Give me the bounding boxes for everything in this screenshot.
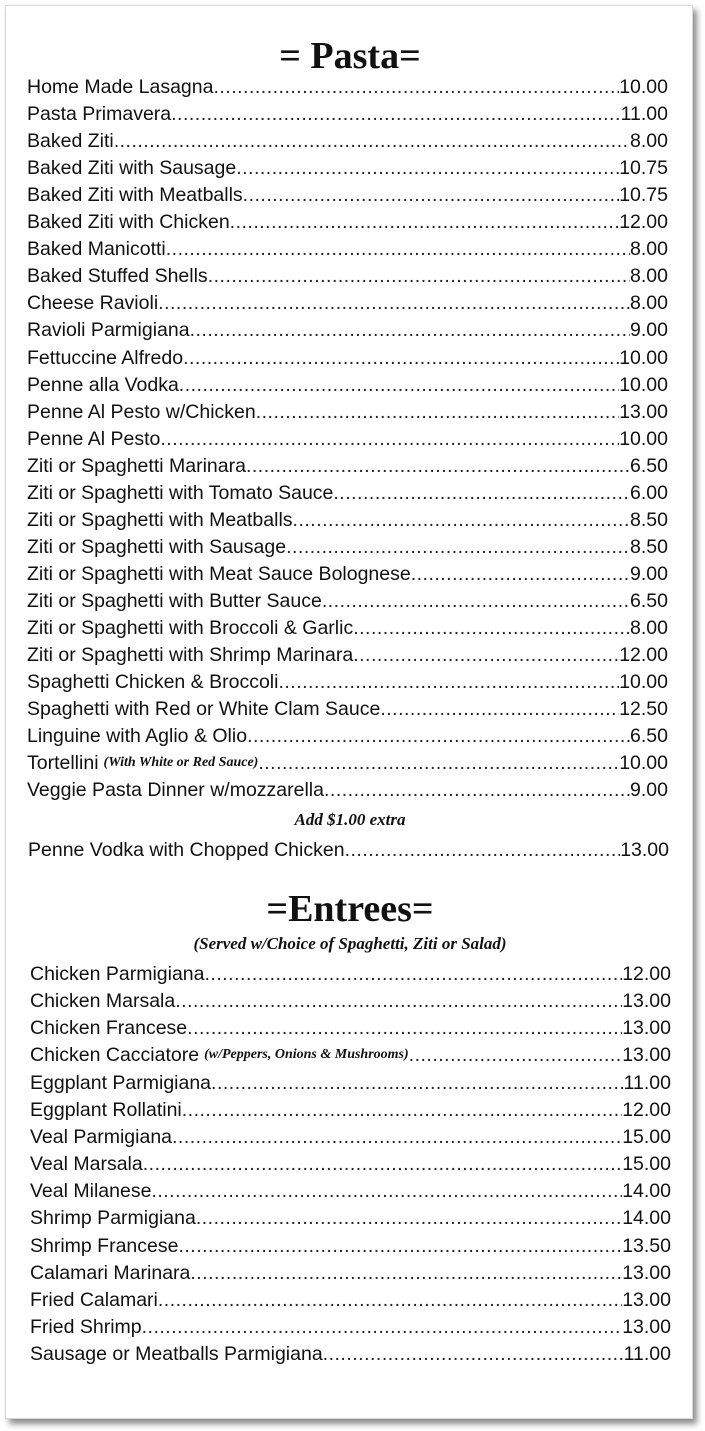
menu-item <box>30 1149 671 1176</box>
item-name: Ziti or Spaghetti with Meatballs <box>27 508 293 531</box>
item-price: 13.00 <box>619 400 668 423</box>
item-name: Chicken Parmigiana <box>30 963 205 985</box>
item-name: Baked Manicotti <box>27 238 166 261</box>
menu-item <box>30 959 671 986</box>
menu-item <box>30 1339 671 1366</box>
item-price: 10.00 <box>619 76 668 98</box>
item-price: 10.00 <box>619 427 668 450</box>
item-price: 6.00 <box>630 481 668 504</box>
menu-item <box>27 153 668 180</box>
leader-dots <box>353 616 630 640</box>
leader-dots <box>190 318 630 342</box>
leader-dots <box>179 373 619 397</box>
leader-dots <box>205 962 623 986</box>
menu-item <box>27 586 668 613</box>
item-price: 10.00 <box>619 373 668 396</box>
item-name: Eggplant Parmigiana <box>30 1071 212 1094</box>
item-price: 13.00 <box>622 1261 671 1284</box>
item-price: 13.50 <box>622 1234 671 1257</box>
item-price: 13.00 <box>622 1315 671 1338</box>
leader-dots <box>278 670 619 694</box>
item-name: Baked Ziti with Chicken <box>27 211 230 234</box>
menu-item <box>27 532 668 559</box>
item-name: Penne alla Vodka <box>27 373 179 396</box>
menu-item <box>27 478 668 505</box>
entrees-heading: =Entrees= <box>266 888 434 930</box>
item-name: Baked Ziti <box>27 130 114 153</box>
leader-dots <box>143 1152 622 1176</box>
leader-dots <box>353 643 619 667</box>
item-name: Penne Al Pesto w/Chicken <box>27 400 256 423</box>
item-price: 14.00 <box>622 1180 671 1203</box>
menu-item <box>27 207 668 234</box>
menu-item <box>30 1285 671 1312</box>
leader-dots <box>246 454 630 478</box>
item-price: 15.00 <box>622 1153 671 1176</box>
leader-dots <box>256 400 619 424</box>
leader-dots <box>323 1342 624 1366</box>
item-name: Cheese Ravioli <box>27 292 159 315</box>
leader-dots <box>142 1315 623 1339</box>
item-name: Home Made Lasagna <box>27 76 214 98</box>
pasta-heading: = Pasta= <box>279 35 421 77</box>
leader-dots <box>345 838 621 862</box>
leader-dots <box>158 291 630 315</box>
menu-item <box>30 1312 671 1339</box>
menu-page <box>5 5 693 1419</box>
item-price: 13.00 <box>622 990 671 1013</box>
item-name: Shrimp Parmigiana <box>30 1207 196 1230</box>
menu-item <box>27 72 668 99</box>
leader-dots <box>171 102 621 126</box>
menu-item <box>27 288 668 315</box>
item-name: Chicken Francese <box>30 1017 188 1040</box>
item-name: Pasta Primavera <box>27 103 172 126</box>
item-name: Chicken Marsala <box>30 990 176 1013</box>
item-price: 14.00 <box>622 1207 671 1230</box>
menu-item <box>27 640 668 667</box>
menu-item <box>30 1013 671 1040</box>
menu-item <box>27 721 668 748</box>
item-name: Veal Parmigiana <box>30 1125 173 1148</box>
item-price: 13.00 <box>622 1017 671 1040</box>
item-name: Shrimp Francese <box>30 1234 179 1257</box>
item-name: Veggie Pasta Dinner w/mozzarella <box>27 779 324 802</box>
item-price: 12.00 <box>622 1098 671 1121</box>
item-price: 6.50 <box>630 589 668 612</box>
item-price: 8.00 <box>630 292 668 315</box>
item-price: 6.50 <box>630 454 668 477</box>
item-price: 8.50 <box>630 508 668 531</box>
item-name: Veal Milanese <box>30 1180 152 1203</box>
item-price: 8.00 <box>630 130 668 153</box>
menu-item <box>30 1095 671 1122</box>
menu-item <box>27 559 668 586</box>
item-price: 13.00 <box>622 1288 671 1311</box>
menu-item <box>27 667 668 694</box>
leader-dots <box>160 427 619 451</box>
item-price: 11.00 <box>623 1071 671 1094</box>
menu-item <box>27 370 668 397</box>
item-name: Fried Shrimp <box>30 1315 142 1338</box>
leader-dots <box>151 1179 622 1203</box>
item-name: Ravioli Parmigiana <box>27 319 190 342</box>
leader-dots <box>247 724 630 748</box>
leader-dots <box>172 1125 622 1149</box>
item-name: Veal Marsala <box>30 1153 143 1176</box>
item-name: Sausage or Meatballs Parmigiana <box>30 1343 323 1366</box>
item-price: 13.00 <box>620 839 669 861</box>
menu-item <box>27 234 668 261</box>
item-price: 15.00 <box>622 1125 671 1148</box>
item-price: 8.50 <box>630 535 668 558</box>
menu-item-extra <box>28 835 669 862</box>
item-name: Baked Ziti with Meatballs <box>27 184 243 207</box>
item-price: 12.50 <box>619 698 668 721</box>
item-price: 8.00 <box>630 617 668 639</box>
item-price: 12.00 <box>619 644 668 667</box>
item-name: Ziti or Spaghetti with Sausage <box>27 535 287 558</box>
item-name: Baked Ziti with Sausage <box>27 157 237 180</box>
menu-item <box>30 1122 671 1149</box>
item-name: Baked Stuffed Shells <box>27 265 208 288</box>
item-name: Ziti or Spaghetti Marinara <box>27 454 246 477</box>
item-price: 10.00 <box>619 671 668 694</box>
leader-dots <box>213 75 619 99</box>
menu-item <box>27 613 668 640</box>
item-price: 6.50 <box>630 725 668 748</box>
item-name: Penne Vodka with Chopped Chicken <box>28 839 345 861</box>
item-price: 9.00 <box>630 562 668 585</box>
item-price: 10.00 <box>619 752 668 775</box>
menu-item <box>27 261 668 288</box>
item-note: (With White or Red Sauce) <box>103 755 259 771</box>
item-name: Chicken Cacciatore <box>30 1044 200 1067</box>
leader-dots <box>236 156 619 180</box>
item-name: Eggplant Rollatini <box>30 1098 182 1121</box>
menu-item <box>30 1040 671 1067</box>
item-name: Tortellini <box>27 752 99 775</box>
leader-dots <box>293 508 631 532</box>
item-name: Ziti or Spaghetti with Shrimp Marinara <box>27 644 354 667</box>
item-name: Ziti or Spaghetti with Broccoli & Garlic <box>27 617 354 639</box>
item-price: 11.00 <box>623 1343 671 1366</box>
item-price: 11.00 <box>620 103 668 126</box>
extra-note: Add $1.00 extra <box>294 810 406 829</box>
item-price: 10.75 <box>619 157 668 180</box>
leader-dots <box>286 535 630 559</box>
item-price: 8.00 <box>630 238 668 261</box>
leader-dots <box>190 1261 622 1285</box>
menu-item <box>30 1231 671 1258</box>
item-price: 9.00 <box>630 779 668 802</box>
item-name: Spaghetti Chicken & Broccoli <box>27 671 279 694</box>
leader-dots <box>243 183 620 207</box>
item-name: Fried Calamari <box>30 1288 158 1311</box>
item-price: 12.00 <box>619 211 668 234</box>
menu-item <box>27 343 668 370</box>
item-price: 13.00 <box>622 1044 671 1067</box>
menu-item <box>30 1203 671 1230</box>
menu-item <box>27 451 668 478</box>
leader-dots <box>211 1071 624 1095</box>
leader-dots <box>258 751 619 775</box>
leader-dots <box>175 989 622 1013</box>
item-name: Ziti or Spaghetti with Butter Sauce <box>27 589 322 612</box>
item-name: Penne Al Pesto <box>27 427 161 450</box>
leader-dots <box>178 1234 622 1258</box>
menu-item <box>30 1258 671 1285</box>
item-price: 10.00 <box>619 346 668 369</box>
leader-dots <box>411 562 630 586</box>
leader-dots <box>322 589 630 613</box>
leader-dots <box>166 237 630 261</box>
menu-item <box>27 99 668 126</box>
leader-dots <box>333 481 630 505</box>
leader-dots <box>409 1043 623 1067</box>
item-price: 8.00 <box>630 265 668 288</box>
leader-dots <box>324 778 630 802</box>
menu-item <box>30 1068 671 1095</box>
item-name: Ziti or Spaghetti with Meat Sauce Bolognese <box>27 562 411 585</box>
item-name: Linguine with Aglio & Olio <box>27 725 248 748</box>
menu-item <box>27 126 668 153</box>
menu-item <box>27 424 668 451</box>
leader-dots <box>230 210 620 234</box>
item-price: 9.00 <box>630 319 668 342</box>
leader-dots <box>196 1206 622 1230</box>
menu-item <box>27 397 668 424</box>
entrees-note: (Served w/Choice of Spaghetti, Ziti or Salad) <box>193 934 507 953</box>
item-note: (w/Peppers, Onions & Mushrooms) <box>204 1047 409 1063</box>
menu-item <box>27 775 668 802</box>
leader-dots <box>183 346 619 370</box>
item-name: Spaghetti with Red or White Clam Sauce <box>27 698 381 721</box>
item-name: Ziti or Spaghetti with Tomato Sauce <box>27 481 334 504</box>
item-price: 12.00 <box>622 963 671 985</box>
menu-item <box>27 748 668 775</box>
menu-item <box>27 694 668 721</box>
menu-item <box>30 1176 671 1203</box>
menu-item <box>30 986 671 1013</box>
leader-dots <box>187 1016 622 1040</box>
menu-item <box>27 180 668 207</box>
leader-dots <box>114 129 630 153</box>
leader-dots <box>158 1288 622 1312</box>
leader-dots <box>208 264 630 288</box>
menu-item <box>27 315 668 342</box>
leader-dots <box>380 697 619 721</box>
leader-dots <box>182 1098 622 1122</box>
item-name: Calamari Marinara <box>30 1261 191 1284</box>
item-price: 10.75 <box>619 184 668 207</box>
menu-item <box>27 505 668 532</box>
item-name: Fettuccine Alfredo <box>27 346 184 369</box>
